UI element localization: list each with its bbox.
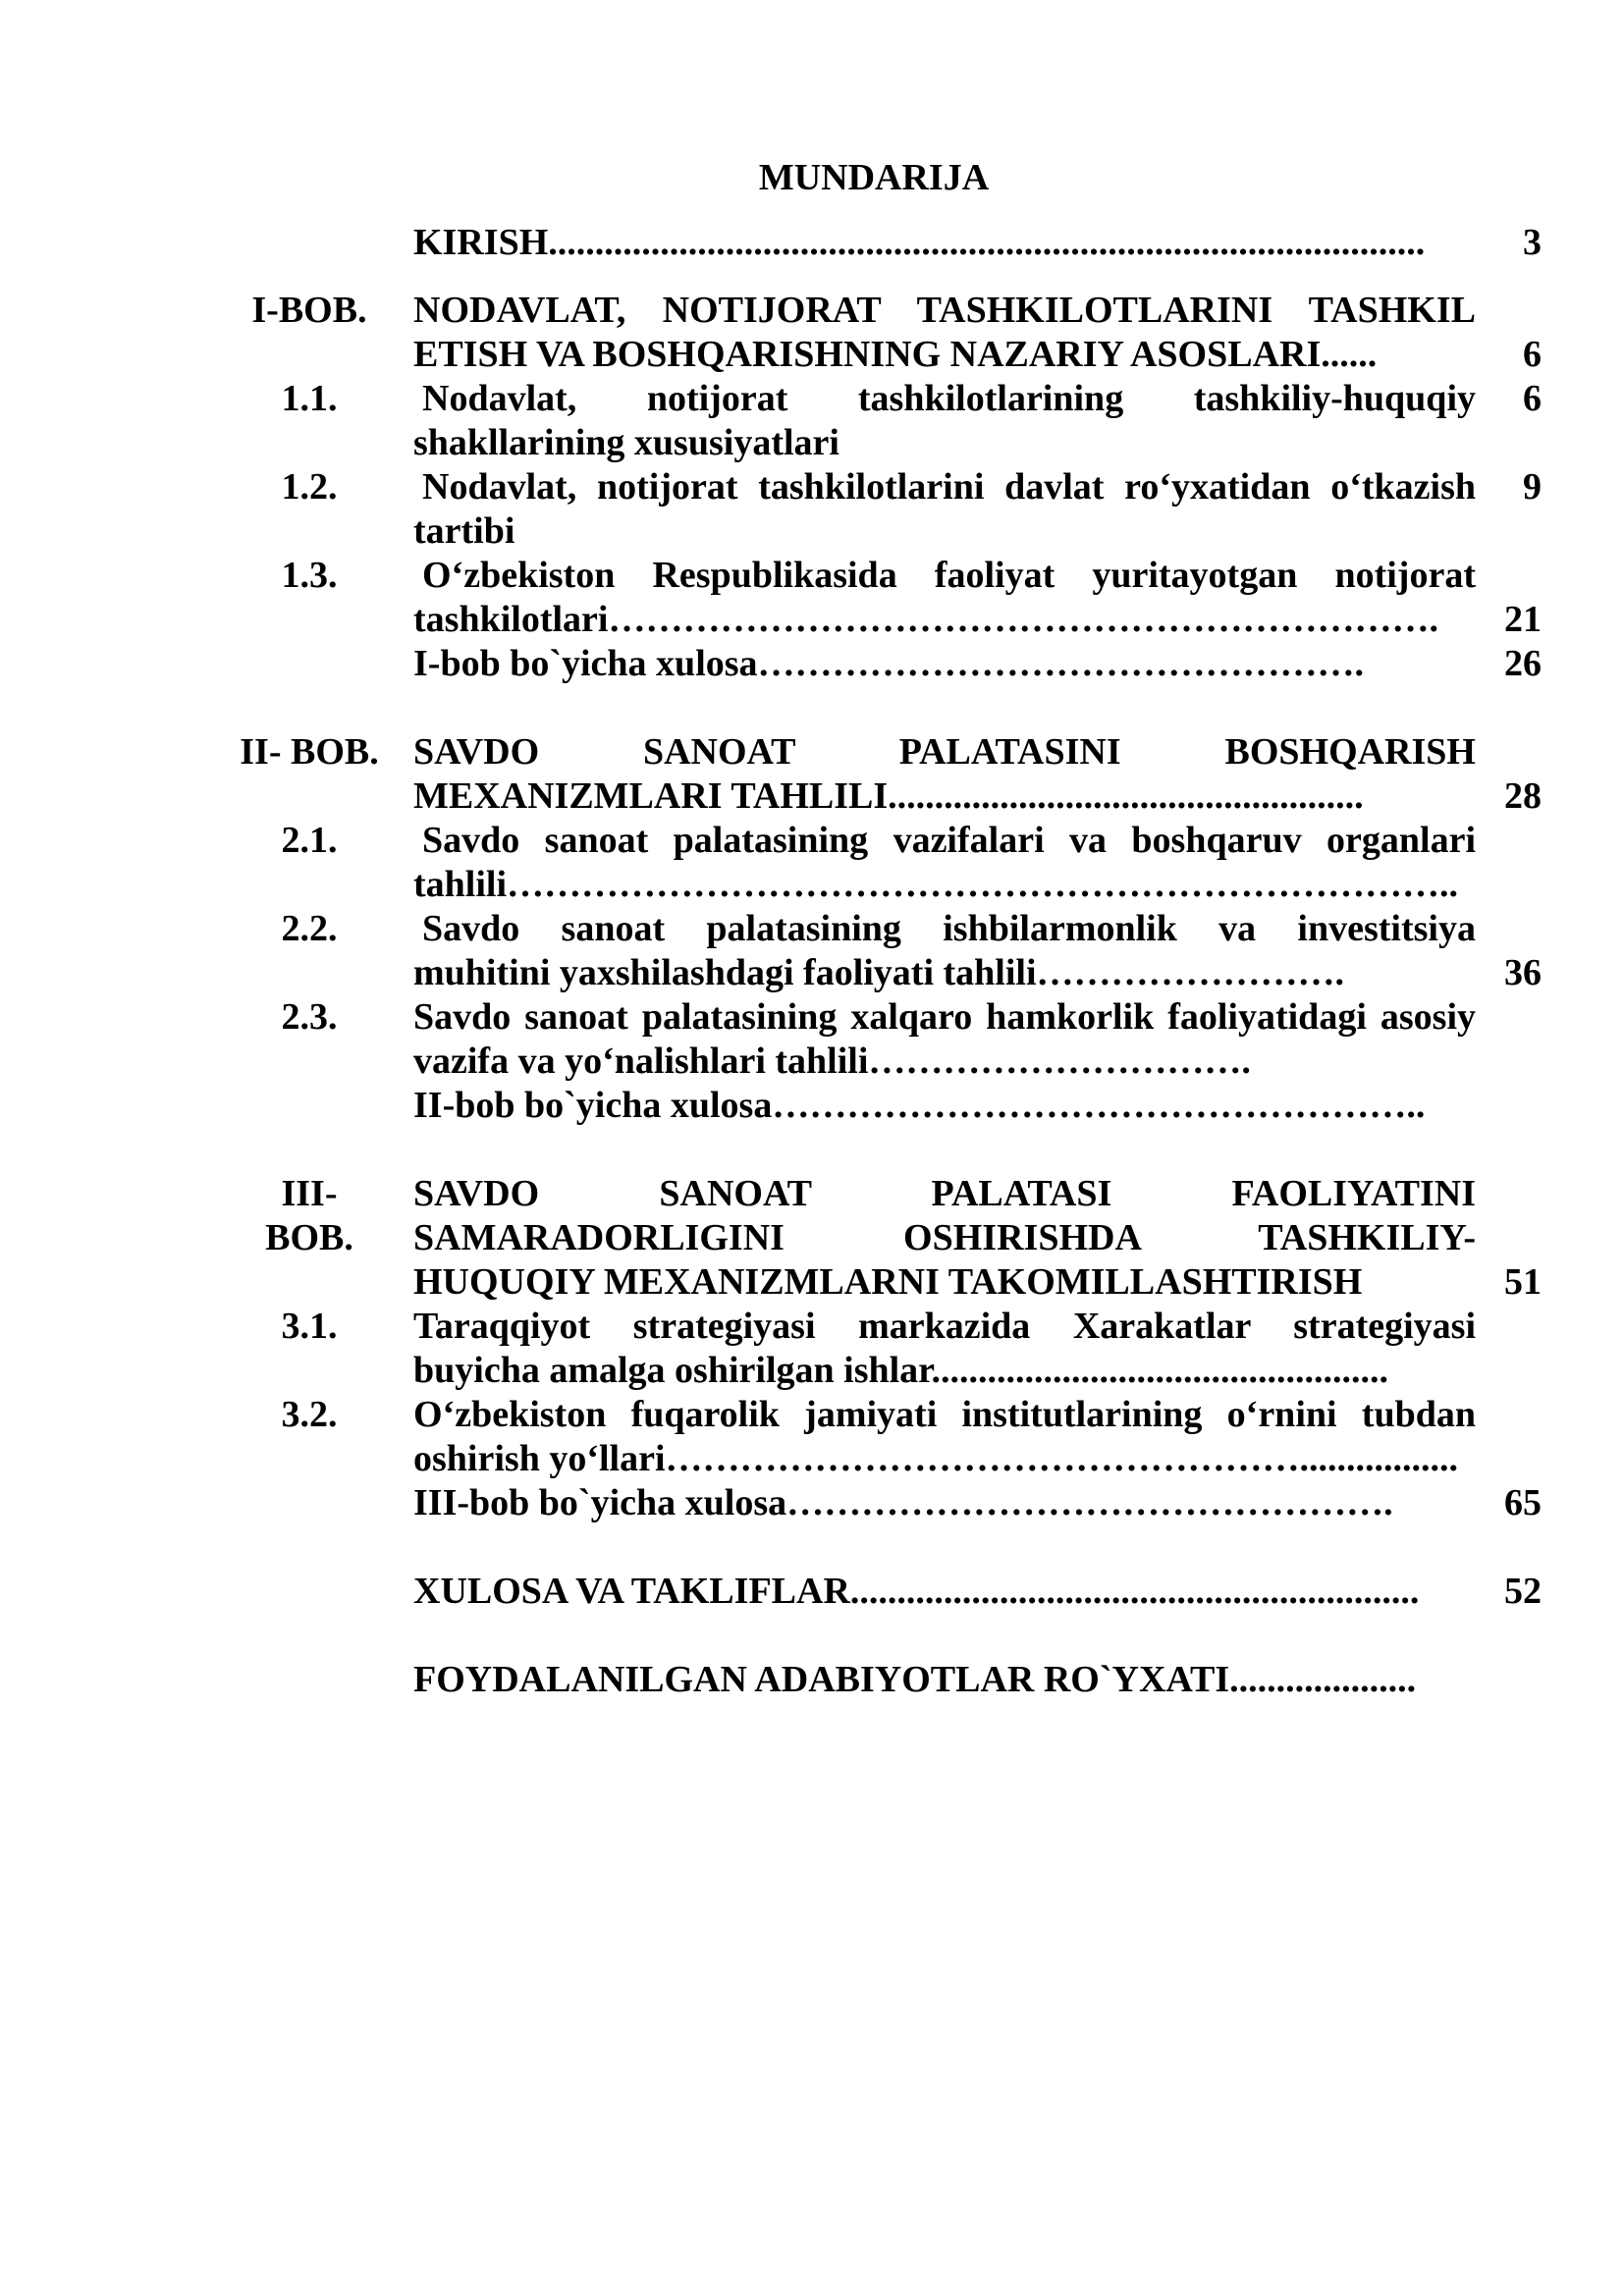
section-number: 2.3. <box>281 996 338 1038</box>
section-number: 2.1. <box>281 820 338 861</box>
toc-page-number: 6 <box>1523 378 1542 419</box>
toc-line <box>0 509 1624 554</box>
chapter-title-line: ETISH VA BOSHQARISHNING NAZARIY ASOSLARI...... <box>413 334 1378 375</box>
toc-page-number: 3 <box>1523 222 1542 263</box>
section-title-line: O‘zbekiston Respublikasida faoliyat yuritayotgan notijorat <box>422 555 1476 596</box>
chapter-summary: I-bob bo`yicha xulosa…………………………………………. <box>413 643 1365 684</box>
toc-page-number: 65 <box>1504 1482 1542 1523</box>
toc-line <box>0 598 1624 642</box>
section-title-line: shakllarining xususiyatlari <box>413 422 839 463</box>
section-number: 3.2. <box>281 1394 338 1435</box>
section-title-line: Savdo sanoat palatasining vazifalari va boshqaruv organlari <box>422 820 1476 861</box>
toc-chapter-3 <box>0 1172 1624 1525</box>
toc-line <box>0 554 1624 598</box>
section-number: 1.2. <box>281 466 338 507</box>
chapter-label: III- <box>281 1173 338 1214</box>
section-title-line: Savdo sanoat palatasining xalqaro hamkorlik faoliyatidagi asosiy <box>413 996 1476 1038</box>
section-title-line: Nodavlat, notijorat tashkilotlarining tashkiliy-huquqiy <box>422 378 1476 419</box>
chapter-title-line: HUQUQIY MEXANIZMLARNI TAKOMILLASHTIRISH <box>413 1261 1363 1303</box>
toc-entry-references <box>0 1658 1624 1702</box>
chapter-summary: II-bob bo`yicha xulosa…………………………………………….. <box>413 1085 1426 1126</box>
toc-line <box>0 774 1624 819</box>
section-title-line: tahlili………………………………………………………………….. <box>413 864 1459 905</box>
section-number: 1.3. <box>281 555 338 596</box>
toc-line <box>0 1260 1624 1305</box>
section-number: 1.1. <box>281 378 338 419</box>
table-of-contents <box>0 221 1624 1702</box>
toc-page-number: 26 <box>1504 643 1542 684</box>
section-title-line: vazifa va yo‘nalishlari tahlili…………………………. <box>413 1041 1251 1082</box>
toc-line <box>0 1040 1624 1084</box>
toc-page-number: 9 <box>1523 466 1542 507</box>
toc-line <box>0 1393 1624 1437</box>
toc-entry-text: KIRISH.............................................................................................. <box>413 222 1426 263</box>
toc-line <box>0 819 1624 863</box>
toc-line <box>0 863 1624 907</box>
section-title-line: O‘zbekiston fuqarolik jamiyati institutlarining o‘rnini tubdan <box>413 1394 1476 1435</box>
toc-line <box>0 1481 1624 1525</box>
toc-page-number: 21 <box>1504 599 1542 640</box>
toc-line <box>0 1216 1624 1260</box>
toc-line <box>0 1349 1624 1393</box>
toc-page-number: 36 <box>1504 952 1542 993</box>
toc-entry-conclusion <box>0 1570 1624 1614</box>
section-number: 2.2. <box>281 908 338 949</box>
toc-entry-text: FOYDALANILGAN ADABIYOTLAR RO`YXATI.................... <box>413 1659 1417 1700</box>
section-title-line: muhitini yaxshilashdagi faoliyati tahlili……………………. <box>413 952 1345 993</box>
section-title-line: tartibi <box>413 510 515 552</box>
chapter-title-line: SAVDO SANOAT PALATASI FAOLIYATINI <box>413 1173 1476 1214</box>
toc-line <box>0 333 1624 377</box>
section-number: 3.1. <box>281 1306 338 1347</box>
toc-entry-intro <box>0 221 1624 265</box>
toc-page-number: 28 <box>1504 775 1542 817</box>
toc-line <box>0 421 1624 465</box>
toc-line <box>0 1437 1624 1481</box>
toc-page-number: 52 <box>1504 1571 1542 1612</box>
chapter-label: I-BOB. <box>251 290 367 331</box>
section-title-line: tashkilotlari…………………………………………………………. <box>413 599 1438 640</box>
toc-line <box>0 642 1624 686</box>
page-title: MUNDARIJA <box>758 157 990 198</box>
chapter-title-line: NODAVLAT, NOTIJORAT TASHKILOTLARINI TASHKIL <box>413 290 1476 331</box>
toc-page-number: 51 <box>1504 1261 1542 1303</box>
toc-line <box>0 289 1624 333</box>
toc-line <box>0 995 1624 1040</box>
toc-line <box>0 377 1624 421</box>
toc-chapter-1 <box>0 289 1624 686</box>
chapter-title-line: SAMARADORLIGINI OSHIRISHDA TASHKILIY- <box>413 1217 1476 1258</box>
chapter-label: BOB. <box>265 1217 353 1258</box>
section-title-line: Taraqqiyot strategiyasi markazida Xarakatlar strategiyasi <box>413 1306 1476 1347</box>
toc-line <box>0 465 1624 509</box>
chapter-title-line: MEXANIZMLARI TAHLILI................................................... <box>413 775 1364 817</box>
toc-line <box>0 730 1624 774</box>
toc-line <box>0 1305 1624 1349</box>
toc-line <box>0 951 1624 995</box>
chapter-label: II- BOB. <box>240 731 379 773</box>
toc-line <box>0 1084 1624 1128</box>
section-title-line: buyicha amalga oshirilgan ishlar................................................. <box>413 1350 1389 1391</box>
toc-page-number: 6 <box>1523 334 1542 375</box>
toc-entry-text: XULOSA VA TAKLIFLAR............................................................. <box>413 1571 1420 1612</box>
section-title-line: Nodavlat, notijorat tashkilotlarini davlat ro‘yxatidan o‘tkazish <box>422 466 1476 507</box>
chapter-summary: III-bob bo`yicha xulosa…………………………………………. <box>413 1482 1393 1523</box>
chapter-title-line: SAVDO SANOAT PALATASINI BOSHQARISH <box>413 731 1476 773</box>
section-title-line: Savdo sanoat palatasining ishbilarmonlik va investitsiya <box>422 908 1476 949</box>
toc-chapter-2 <box>0 730 1624 1128</box>
section-title-line: oshirish yo‘llari……………………………………………................. <box>413 1438 1459 1479</box>
toc-line <box>0 907 1624 951</box>
toc-line <box>0 1172 1624 1216</box>
